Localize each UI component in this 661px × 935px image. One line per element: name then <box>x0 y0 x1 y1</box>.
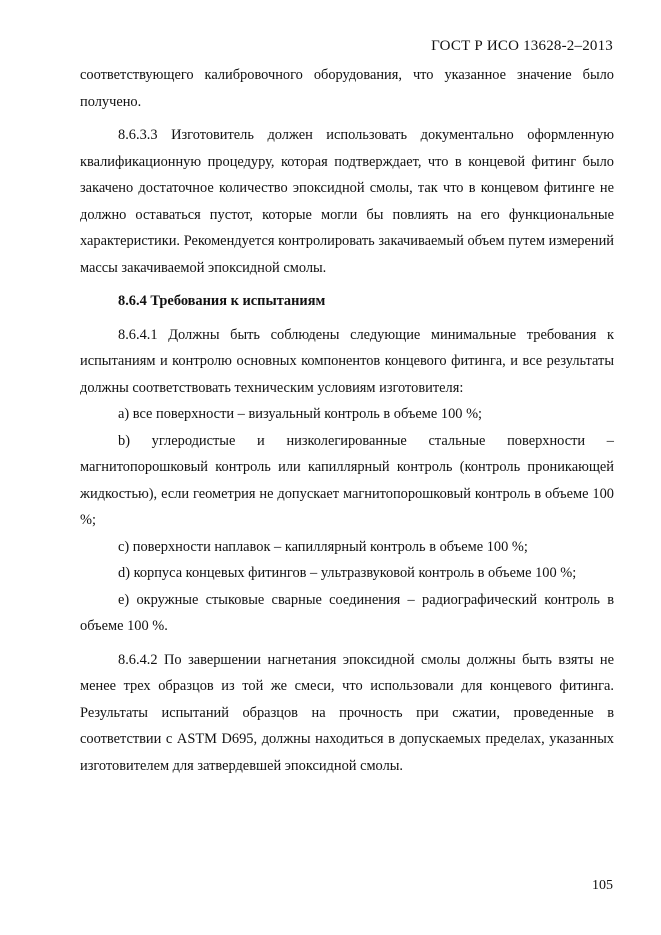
document-header: ГОСТ Р ИСО 13628-2–2013 <box>431 38 613 54</box>
list-item-a: а) все поверхности – визуальный контроль в объеме 100 %; <box>118 406 483 422</box>
paragraph-8-6-3-3: 8.6.3.3 Изготовитель должен использовать документально оформленную квалификационную процедуру, которая подтверждает, что в концевой фитинг было закачено достаточное количество эпоксидной смолы, так что в концевом фитинге не должно оставаться пустот, которые могли бы повлиять на его функциональные характеристики. Рекомендуется контролировать закачиваемый объем путем измерений массы закачиваемой эпоксидной смолы. <box>80 127 614 276</box>
list-item-d: d) корпуса концевых фитингов – ультразвуковой контроль в объеме 100 %; <box>118 565 577 581</box>
page-number: 105 <box>592 878 613 893</box>
list-item-e: е) окружные стыковые сварные соединения – радиографический контроль в объеме 100 %. <box>80 591 614 634</box>
paragraph-8-6-4-2: 8.6.4.2 По завершении нагнетания эпоксидной смолы должны быть взяты не менее трех образцов из той же смеси, что использовали для концевого фитинга. Результаты испытаний образцов на прочность при сжатии, проведенные в соответствии с ASTM D695, должны находиться в допускаемых пределах, указанных изготовителем для затвердевшей эпоксидной смолы. <box>80 651 614 774</box>
paragraph-continuation: соответствующего калибровочного оборудования, что указанное значение было получено. <box>80 67 614 110</box>
paragraph-8-6-4-1: 8.6.4.1 Должны быть соблюдены следующие минимальные требования к испытаниям и контролю основных компонентов концевого фитинга, и все результаты должны соответствовать техническим условиям изготовителя: <box>80 326 614 396</box>
section-heading-8-6-4: 8.6.4 Требования к испытаниям <box>118 293 326 309</box>
list-item-b: b) углеродистые и низколегированные стальные поверхности – магнитопорошковый контроль или капиллярный контроль (контроль проникающей жидкостью), если геометрия не допускает магнитопорошковый контроль в объеме 100 %; <box>80 432 614 528</box>
list-item-c: с) поверхности наплавок – капиллярный контроль в объеме 100 %; <box>118 538 528 555</box>
page-body <box>80 62 614 779</box>
